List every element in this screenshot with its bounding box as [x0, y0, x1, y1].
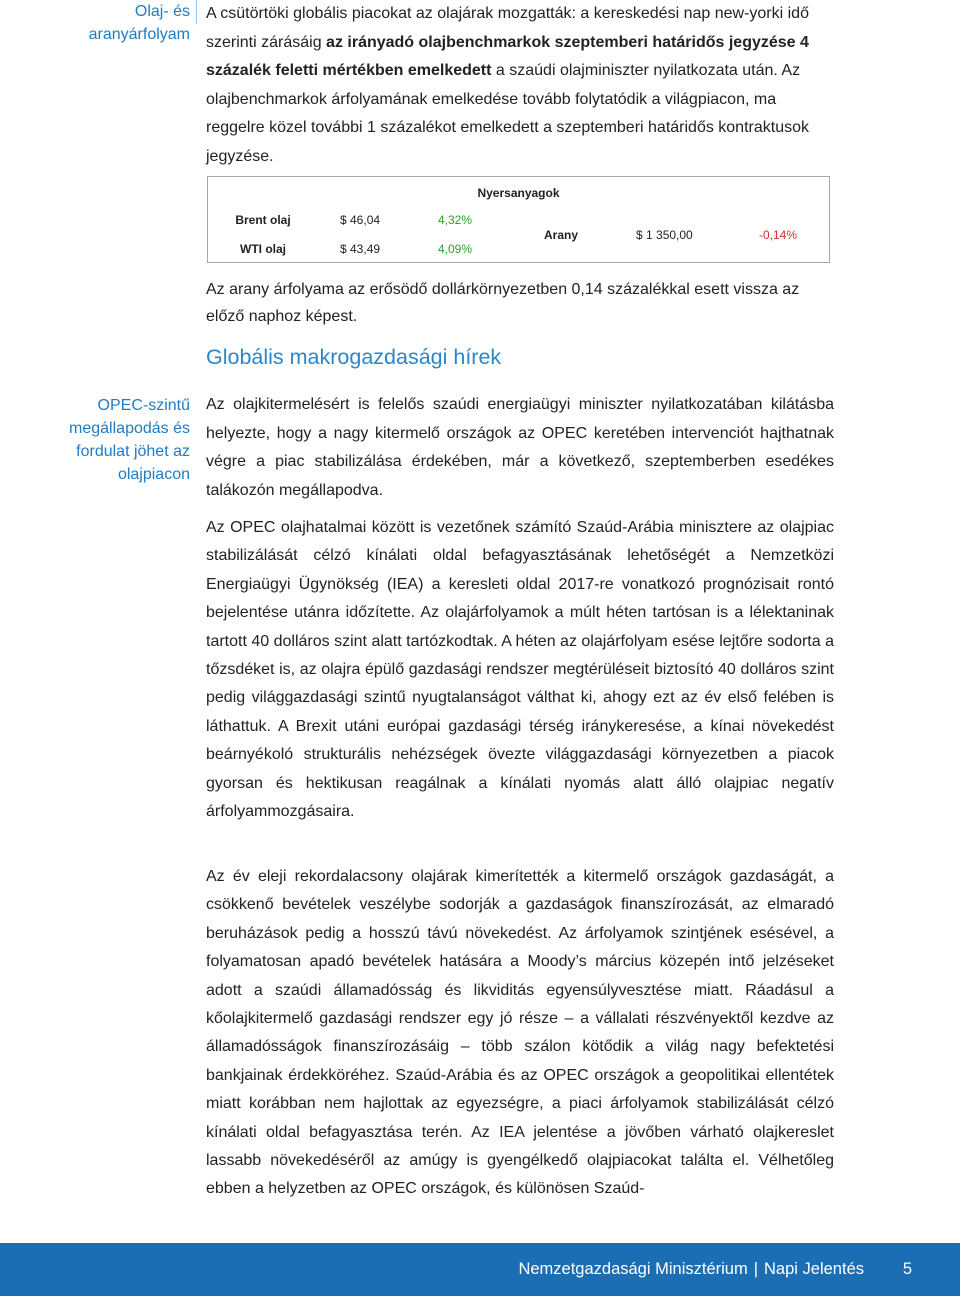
paragraph-gold: [206, 276, 834, 330]
sidebar-label-line: olajpiacon: [117, 466, 190, 483]
commodity-change-brent: 4,32%: [438, 213, 473, 227]
sidebar-label-oil-gold: [0, 0, 190, 46]
paragraph-text: Az arany árfolyama az erősödő dollárkörnyezetben 0,14 százalékkal esett vissza az előző naphoz képest.: [206, 281, 800, 325]
paragraph-text: Az OPEC olajhatalmai között is vezetőnek számító Szaúd-Arábia minisztere az olajpiac stabilizálását célzó kínálati oldal befagyasztásának lehetőségét a Nemzetközi Energiaügyi Ügynökség (IEA) a keresleti oldal 2017-re vonatkozó prognózisait rontó bejelentése utánra időzítette. Az olajárfolyamok a múlt héten tartósan is a lélektaninak tartott 40 dolláros szint alatt tartózkodtak. A héten az olajárfolyam esése lejtőre sodorta a tőzsdéket is, az olajra épülő gazdasági rendszer megtérüléseit biztosító 40 dolláros szint pedig világgazdasági szintű nyugtalanságot válthat ki, ahogy ezt az év első felében is láthattuk. A Brexit utáni európai gazdasági térség iránykeresése, a kínai növekedést beárnyékoló strukturális nehézségek övezte világgazdasági környezetben a piacok gyorsan és hektikusan reagálnak a kínálati nyomás alatt álló olajpiac negatív árfolyammozgásaira.: [206, 519, 834, 821]
commodity-change-wti: 4,09%: [438, 242, 473, 256]
footer-report: Napi Jelentés: [764, 1260, 864, 1278]
commodity-price-brent: $ 46,04: [340, 213, 381, 227]
paragraph-bold-text: az irányadó olajbenchmarkok szeptemberi határidős jegyzése 4 százalék feletti mértékben emelkedett: [206, 33, 809, 79]
sidebar-label-opec: [0, 394, 190, 486]
paragraph-text: Az év eleji rekordalacsony olajárak kimerítették a kitermelő országok gazdaságát, a csökkenő bevételek veszélybe sodorják a gazdaságok finanszírozását, az elmaradó beruházások pedig a hosszú távú növekedést. Az árfolyamok szintjének esésével, a folyamatosan apadó bevételek hatására a Moody’s március közepén intő jelzéseket adott a szaúdi államadósság és likviditás egyensúlyvesztése miatt. Ráadásul a kőolajkitermelő gazdasági rendszer egy jó része – a vállalati részvényektől kezdve az államadósságok finanszírozásáig – több szálon kötődik a világ nagy befektetési bankjainak érdekköréhez. Szaúd-Arábia és az OPEC országok a geopolitikai ellentétek miatt korábban nem hajlottak az egyezségre, a piaci árfolyamok stabilizálását célzó kínálati oldal befagyasztása terén. Az IEA jelentése a jövőben várható olajkereslet lassabb növekedéséről az amúgy is gyengélkedő olajpiacokat találta el. Vélhetőleg ebben a helyzetben az OPEC országok, és különösen Szaúd-: [206, 868, 834, 1198]
footer-separator: |: [753, 1260, 759, 1278]
page-number: 5: [902, 1260, 912, 1278]
paragraph-text: Az olajkitermelésért is felelős szaúdi energiaügyi miniszter nyilatkozatában kilátásba helyezte, hogy a nagy kitermelő országok az OPEC keretében intervenciót hajthatnak végre a piac stabilizálása érdekében, már a következő, szeptemberben esedékes talákozón megállapodva.: [206, 396, 834, 499]
paragraph-oil-prices: [206, 0, 834, 171]
commodities-title: Nyersanyagok: [477, 186, 560, 200]
sidebar-label-line: fordulat jöhet az: [76, 443, 190, 460]
paragraph-opec-iea: [206, 514, 834, 826]
page-footer: [0, 1243, 960, 1296]
sidebar-label-line: Olaj- és: [134, 3, 190, 20]
sidebar-label-line: megállapodás és: [69, 420, 190, 437]
paragraph-text: a szaúdi olajminiszter nyilatkozata után. Az olajbenchmarkok árfolyamának emelkedése tovább folytatódik a világpiacon, ma reggelre közel további 1 százalékot emelkedett a szeptemberi határidős kontraktusok jegyzése.: [206, 62, 809, 165]
commodity-price-gold: $ 1 350,00: [636, 228, 693, 242]
section-heading: Globális makrogazdasági hírek: [206, 345, 502, 369]
footer-ministry: Nemzetgazdasági Minisztérium: [518, 1260, 748, 1278]
commodity-name-brent: Brent olaj: [235, 213, 291, 227]
footer-title: [518, 1260, 864, 1279]
paragraph-record-low: [206, 863, 834, 1204]
commodity-change-gold: -0,14%: [759, 228, 798, 242]
sidebar-label-line: OPEC-szintű: [97, 397, 190, 414]
sidebar-divider: [196, 0, 197, 24]
commodities-box: [207, 176, 830, 263]
sidebar-label-line: aranyárfolyam: [88, 26, 190, 43]
commodity-price-wti: $ 43,49: [340, 242, 381, 256]
paragraph-saudi-minister: [206, 391, 834, 505]
paragraph-text: A csütörtöki globális piacokat az olajárak mozgatták: a kereskedési nap new-yorki idő szerinti zárásáig: [206, 5, 809, 51]
commodity-name-gold: Arany: [543, 228, 578, 242]
commodity-name-wti: WTI olaj: [240, 242, 286, 256]
